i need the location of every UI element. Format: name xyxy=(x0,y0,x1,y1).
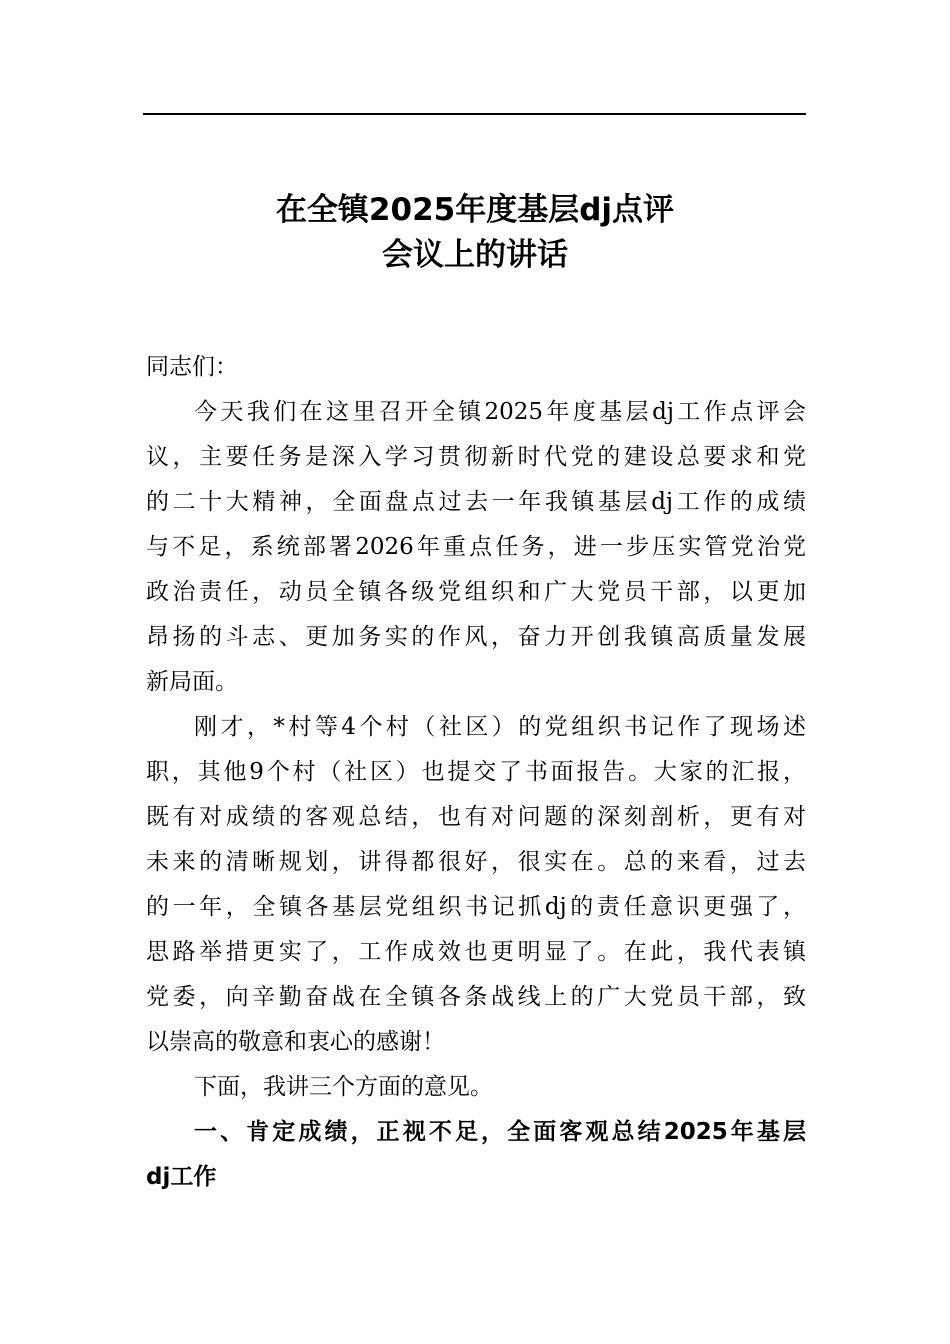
document-body xyxy=(146,345,806,1200)
text-line: 未来的清晰规划，讲得都很好，很实在。总的来看，过去 xyxy=(146,849,806,875)
paragraph-1 xyxy=(146,390,806,705)
section-heading-1 xyxy=(146,1110,806,1200)
text-line: 思路举措更实了，工作成效也更明显了。在此，我代表镇 xyxy=(146,939,806,965)
heading-line: dj工作 xyxy=(146,1164,217,1190)
text-line: 议，主要任务是深入学习贯彻新时代党的建设总要求和党 xyxy=(146,444,806,470)
paragraph-3 xyxy=(146,1065,806,1110)
title-line-2: 会议上的讲话 xyxy=(382,237,568,273)
text-line: 职，其他9个村（社区）也提交了书面报告。大家的汇报， xyxy=(146,759,806,785)
title-line-1: 在全镇2025年度基层dj点评 xyxy=(275,192,675,228)
text-line: 昂扬的斗志、更加务实的作风，奋力开创我镇高质量发展 xyxy=(146,624,806,650)
text-line: 的一年，全镇各基层党组织书记抓dj的责任意识更强了， xyxy=(146,894,806,920)
header-rule xyxy=(143,113,806,115)
text-line: 的二十大精神，全面盘点过去一年我镇基层dj工作的成绩 xyxy=(146,489,806,515)
heading-line: 一、肯定成绩，正视不足，全面客观总结2025年基层 xyxy=(194,1119,806,1145)
text-line: 既有对成绩的客观总结，也有对问题的深刻剖析，更有对 xyxy=(146,804,806,830)
text-line: 下面，我讲三个方面的意见。 xyxy=(194,1074,493,1100)
text-line: 刚才，*村等4个村（社区）的党组织书记作了现场述 xyxy=(194,714,806,740)
text-line: 政治责任，动员全镇各级党组织和广大党员干部，以更加 xyxy=(146,579,806,605)
text-line: 新局面。 xyxy=(146,669,238,695)
text-line: 党委，向辛勤奋战在全镇各条战线上的广大党员干部，致 xyxy=(146,984,806,1010)
text-line: 与不足，系统部署2026年重点任务，进一步压实管党治党 xyxy=(146,534,806,560)
text-line: 今天我们在这里召开全镇2025年度基层dj工作点评会 xyxy=(194,399,806,425)
text-line: 以崇高的敬意和衷心的感谢！ xyxy=(146,1029,445,1055)
paragraph-2 xyxy=(146,705,806,1065)
salutation: 同志们： xyxy=(146,354,238,380)
document-title xyxy=(0,188,950,278)
